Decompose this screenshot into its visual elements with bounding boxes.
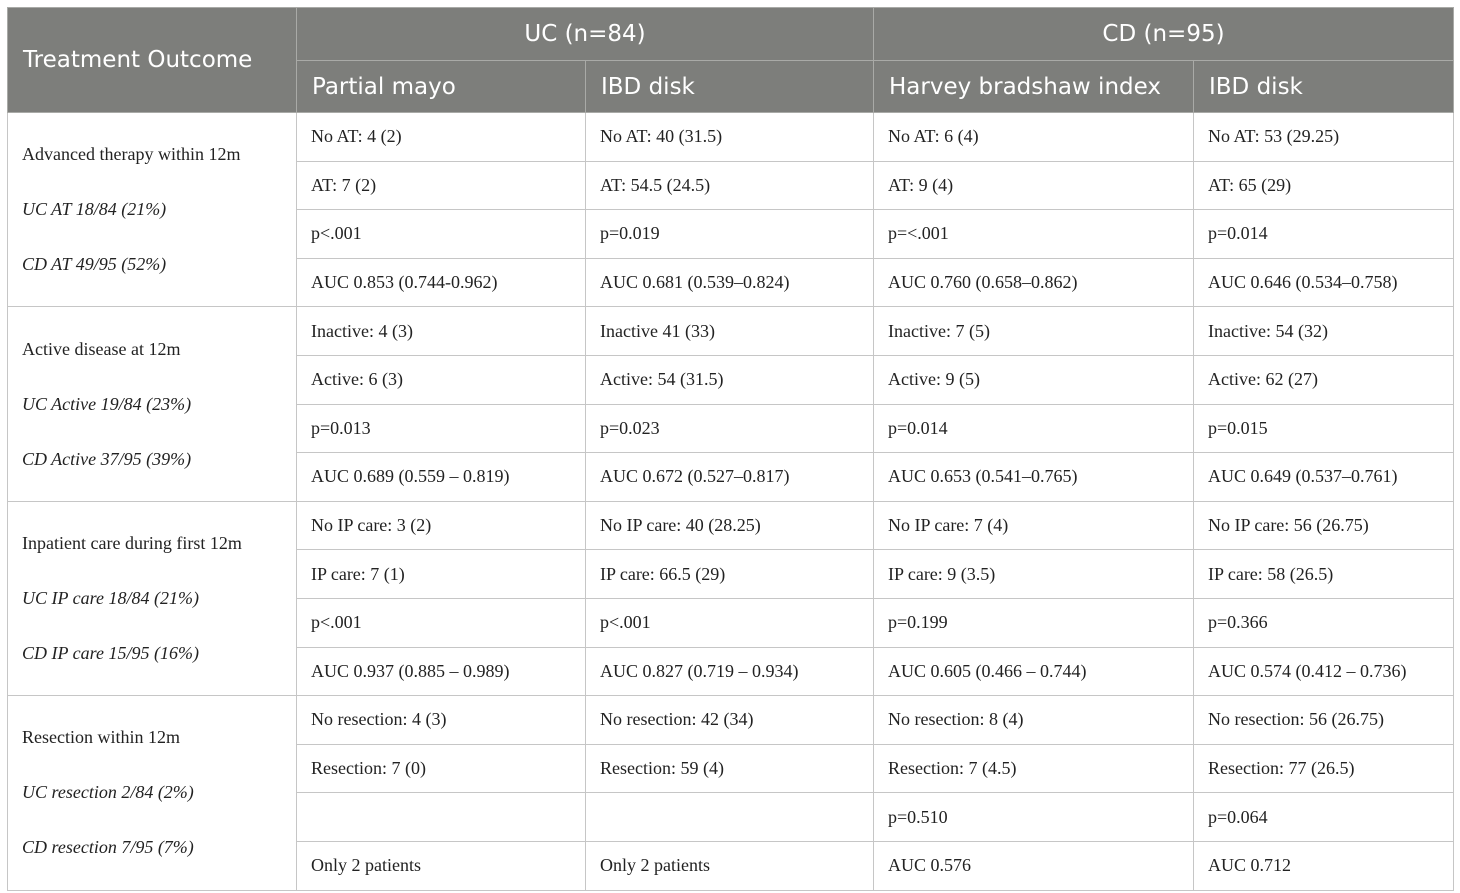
- outcome-uc-count: UC Active 19/84 (23%): [22, 393, 192, 414]
- cell-cd-ibd-disk: Active: 62 (27): [1194, 355, 1454, 404]
- cell-cd-harvey-bradshaw: No IP care: 7 (4): [874, 501, 1194, 550]
- cell-cd-ibd-disk: AT: 65 (29): [1194, 161, 1454, 210]
- header-cd-harvey-bradshaw: Harvey bradshaw index: [874, 61, 1194, 113]
- cell-uc-partial-mayo: AUC 0.937 (0.885 – 0.989): [297, 647, 586, 696]
- cell-cd-ibd-disk: p=0.064: [1194, 793, 1454, 842]
- cell-cd-ibd-disk: p=0.014: [1194, 210, 1454, 259]
- cell-uc-ibd-disk: p<.001: [586, 598, 874, 647]
- cell-uc-ibd-disk: Resection: 59 (4): [586, 744, 874, 793]
- outcome-title: Inpatient care during first 12m: [22, 532, 242, 553]
- cell-uc-partial-mayo: AT: 7 (2): [297, 161, 586, 210]
- header-uc-partial-mayo: Partial mayo: [297, 61, 586, 113]
- cell-cd-ibd-disk: AUC 0.649 (0.537–0.761): [1194, 453, 1454, 502]
- table-row: [8, 307, 1454, 356]
- cell-uc-partial-mayo: No AT: 4 (2): [297, 113, 586, 162]
- cell-uc-partial-mayo: Inactive: 4 (3): [297, 307, 586, 356]
- outcome-uc-count: UC IP care 18/84 (21%): [22, 587, 199, 608]
- outcome-cd-count: CD AT 49/95 (52%): [22, 254, 167, 275]
- header-cd-ibd-disk: IBD disk: [1194, 61, 1454, 113]
- cell-uc-ibd-disk: IP care: 66.5 (29): [586, 550, 874, 599]
- outcome-title: Advanced therapy within 12m: [22, 144, 241, 165]
- cell-cd-harvey-bradshaw: No resection: 8 (4): [874, 696, 1194, 745]
- cell-cd-ibd-disk: p=0.015: [1194, 404, 1454, 453]
- cell-cd-harvey-bradshaw: AUC 0.760 (0.658–0.862): [874, 258, 1194, 307]
- cell-uc-partial-mayo: p<.001: [297, 598, 586, 647]
- cell-cd-harvey-bradshaw: p=0.014: [874, 404, 1194, 453]
- cell-uc-partial-mayo: No resection: 4 (3): [297, 696, 586, 745]
- cell-uc-partial-mayo: Active: 6 (3): [297, 355, 586, 404]
- outcome-label-cell: [8, 113, 297, 307]
- cell-cd-harvey-bradshaw: p=0.510: [874, 793, 1194, 842]
- cell-cd-ibd-disk: Resection: 77 (26.5): [1194, 744, 1454, 793]
- cell-uc-ibd-disk: p=0.019: [586, 210, 874, 259]
- cell-uc-partial-mayo: p=0.013: [297, 404, 586, 453]
- cell-uc-partial-mayo: p<.001: [297, 210, 586, 259]
- cell-cd-harvey-bradshaw: Resection: 7 (4.5): [874, 744, 1194, 793]
- outcome-cd-count: CD Active 37/95 (39%): [22, 448, 192, 469]
- header-uc-group: UC (n=84): [297, 8, 874, 61]
- cell-uc-partial-mayo: AUC 0.689 (0.559 – 0.819): [297, 453, 586, 502]
- cell-cd-harvey-bradshaw: p=0.199: [874, 598, 1194, 647]
- cell-cd-harvey-bradshaw: No AT: 6 (4): [874, 113, 1194, 162]
- table-row: [8, 501, 1454, 550]
- cell-cd-ibd-disk: AUC 0.574 (0.412 – 0.736): [1194, 647, 1454, 696]
- cell-uc-ibd-disk: [586, 793, 874, 842]
- cell-cd-ibd-disk: No IP care: 56 (26.75): [1194, 501, 1454, 550]
- cell-cd-harvey-bradshaw: Inactive: 7 (5): [874, 307, 1194, 356]
- cell-cd-harvey-bradshaw: Active: 9 (5): [874, 355, 1194, 404]
- cell-cd-ibd-disk: p=0.366: [1194, 598, 1454, 647]
- outcome-cd-count: CD IP care 15/95 (16%): [22, 642, 199, 663]
- cell-uc-partial-mayo: No IP care: 3 (2): [297, 501, 586, 550]
- cell-cd-ibd-disk: Inactive: 54 (32): [1194, 307, 1454, 356]
- header-uc-ibd-disk: IBD disk: [586, 61, 874, 113]
- outcome-cd-count: CD resection 7/95 (7%): [22, 837, 194, 858]
- outcome-uc-count: UC AT 18/84 (21%): [22, 199, 167, 220]
- cell-uc-partial-mayo: Resection: 7 (0): [297, 744, 586, 793]
- header-row-groups: [8, 8, 1454, 61]
- outcome-title: Resection within 12m: [22, 727, 180, 748]
- cell-cd-harvey-bradshaw: AT: 9 (4): [874, 161, 1194, 210]
- cell-uc-ibd-disk: No AT: 40 (31.5): [586, 113, 874, 162]
- cell-cd-harvey-bradshaw: AUC 0.605 (0.466 – 0.744): [874, 647, 1194, 696]
- outcome-label-cell: [8, 696, 297, 890]
- cell-cd-ibd-disk: AUC 0.712: [1194, 841, 1454, 890]
- cell-uc-partial-mayo: Only 2 patients: [297, 841, 586, 890]
- cell-cd-harvey-bradshaw: AUC 0.653 (0.541–0.765): [874, 453, 1194, 502]
- table-row: [8, 696, 1454, 745]
- cell-cd-harvey-bradshaw: IP care: 9 (3.5): [874, 550, 1194, 599]
- cell-uc-ibd-disk: AUC 0.827 (0.719 – 0.934): [586, 647, 874, 696]
- cell-cd-harvey-bradshaw: AUC 0.576: [874, 841, 1194, 890]
- cell-uc-partial-mayo: IP care: 7 (1): [297, 550, 586, 599]
- cell-uc-partial-mayo: AUC 0.853 (0.744-0.962): [297, 258, 586, 307]
- outcome-label-cell: [8, 501, 297, 695]
- outcome-label-cell: [8, 307, 297, 501]
- cell-uc-ibd-disk: Inactive 41 (33): [586, 307, 874, 356]
- cell-uc-ibd-disk: AT: 54.5 (24.5): [586, 161, 874, 210]
- table-body: [8, 113, 1454, 891]
- treatment-outcome-table: [7, 7, 1454, 891]
- cell-cd-ibd-disk: IP care: 58 (26.5): [1194, 550, 1454, 599]
- cell-uc-ibd-disk: AUC 0.672 (0.527–0.817): [586, 453, 874, 502]
- header-cd-group: CD (n=95): [874, 8, 1454, 61]
- cell-uc-ibd-disk: No resection: 42 (34): [586, 696, 874, 745]
- cell-uc-ibd-disk: p=0.023: [586, 404, 874, 453]
- table-row: [8, 113, 1454, 162]
- outcome-uc-count: UC resection 2/84 (2%): [22, 782, 194, 803]
- cell-uc-partial-mayo: [297, 793, 586, 842]
- cell-uc-ibd-disk: AUC 0.681 (0.539–0.824): [586, 258, 874, 307]
- cell-uc-ibd-disk: Only 2 patients: [586, 841, 874, 890]
- cell-uc-ibd-disk: No IP care: 40 (28.25): [586, 501, 874, 550]
- cell-uc-ibd-disk: Active: 54 (31.5): [586, 355, 874, 404]
- cell-cd-ibd-disk: No resection: 56 (26.75): [1194, 696, 1454, 745]
- outcome-title: Active disease at 12m: [22, 338, 181, 359]
- cell-cd-ibd-disk: AUC 0.646 (0.534–0.758): [1194, 258, 1454, 307]
- header-treatment-outcome: Treatment Outcome: [8, 8, 297, 113]
- cell-cd-ibd-disk: No AT: 53 (29.25): [1194, 113, 1454, 162]
- cell-cd-harvey-bradshaw: p=<.001: [874, 210, 1194, 259]
